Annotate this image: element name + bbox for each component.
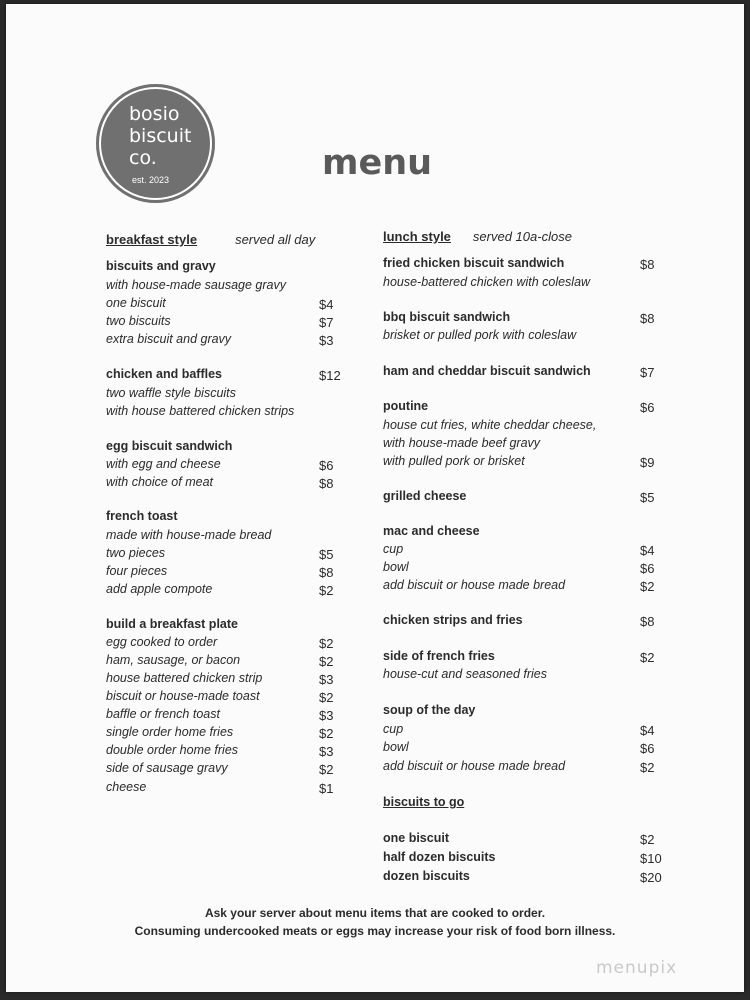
menu-item-price: $3 xyxy=(319,672,334,687)
menu-item-detail: single order home fries xyxy=(106,725,234,739)
menu-item-price: $2 xyxy=(319,583,334,598)
menu-item-detail: with house-made beef gravy xyxy=(383,436,541,450)
menu-item-title: dozen biscuits xyxy=(383,869,470,883)
menu-item-price: $4 xyxy=(319,297,334,312)
menu-item-price: $2 xyxy=(640,579,655,594)
menu-item-detail: house cut fries, white cheddar cheese, xyxy=(383,418,597,432)
menu-item-detail: double order home fries xyxy=(106,743,239,757)
menu-item-title: poutine xyxy=(383,399,429,413)
menu-item-detail: extra biscuit and gravy xyxy=(106,332,232,346)
menu-item-title: grilled cheese xyxy=(383,489,467,503)
menu-item-price: $9 xyxy=(640,455,655,470)
menu-item-price: $6 xyxy=(640,561,655,576)
menu-item-title: soup of the day xyxy=(383,703,476,717)
menu-item-price: $6 xyxy=(640,741,655,756)
menu-item-price: $8 xyxy=(640,257,655,272)
menu-item-detail: two waffle style biscuits xyxy=(106,386,236,400)
menu-item-title: chicken strips and fries xyxy=(383,613,523,627)
brand-logo xyxy=(96,84,215,203)
menu-item-detail: with choice of meat xyxy=(106,475,213,489)
menu-item-detail: house-battered chicken with coleslaw xyxy=(383,275,591,289)
menu-item-title: biscuits and gravy xyxy=(106,259,216,273)
menu-item-title: side of french fries xyxy=(383,649,495,663)
menu-item-price: $7 xyxy=(319,315,334,330)
menu-item-detail: house-cut and seasoned fries xyxy=(383,667,547,681)
breakfast-heading: breakfast style xyxy=(106,232,198,247)
menu-item-price: $4 xyxy=(640,543,655,558)
menu-item-detail: baffle or french toast xyxy=(106,707,220,721)
menu-item-detail: cheese xyxy=(106,780,147,794)
menu-item-detail: cup xyxy=(383,722,404,736)
menu-item-price: $2 xyxy=(319,636,334,651)
lunch-heading: lunch style xyxy=(383,229,451,244)
menu-item-title: chicken and baffles xyxy=(106,367,223,381)
menu-item-detail: add apple compote xyxy=(106,582,213,596)
menu-item-price: $5 xyxy=(319,547,334,562)
page-title: menu xyxy=(322,143,433,183)
menu-item-title: one biscuit xyxy=(383,831,449,845)
footer-note-2: Consuming undercooked meats or eggs may increase your risk of food born illness. xyxy=(134,924,616,938)
menu-item-price: $8 xyxy=(319,565,334,580)
menu-item-detail: bowl xyxy=(383,740,409,754)
menu-item-detail: side of sausage gravy xyxy=(106,761,228,775)
menu-item-price: $6 xyxy=(319,458,334,473)
logo-est: est. 2023 xyxy=(132,175,170,185)
menu-item-price: $10 xyxy=(640,851,662,866)
menu-item-price: $2 xyxy=(319,654,334,669)
logo-line-2: biscuit xyxy=(129,125,192,147)
menu-item-price: $2 xyxy=(640,832,655,847)
breakfast-header xyxy=(106,232,315,247)
menu-item-title: build a breakfast plate xyxy=(106,617,238,631)
menu-item-price: $3 xyxy=(319,744,334,759)
menu-item-detail: house battered chicken strip xyxy=(106,671,263,685)
menu-item-detail: made with house-made bread xyxy=(106,528,272,542)
menu-item-detail: two biscuits xyxy=(106,314,171,328)
watermark: menupix xyxy=(596,958,678,978)
menu-item-title: biscuits to go xyxy=(383,795,465,809)
menu-item-price: $2 xyxy=(640,650,655,665)
menu-item-detail: cup xyxy=(383,542,404,556)
menu-item-title: french toast xyxy=(106,509,178,523)
breakfast-note: served all day xyxy=(235,232,316,247)
menu-item-price: $4 xyxy=(640,723,655,738)
menu-item-price: $7 xyxy=(640,365,655,380)
menu-item-detail: with house battered chicken strips xyxy=(106,404,295,418)
menu-item-detail: brisket or pulled pork with coleslaw xyxy=(383,328,577,342)
menu-item-price: $2 xyxy=(319,726,334,741)
logo-line-1: bosio xyxy=(129,103,180,125)
menu-item-price: $3 xyxy=(319,333,334,348)
menu-item-detail: ham, sausage, or bacon xyxy=(106,653,241,667)
menu-item-title: bbq biscuit sandwich xyxy=(383,310,511,324)
menu-item-price: $2 xyxy=(319,690,334,705)
menu-item-price: $2 xyxy=(319,762,334,777)
logo-line-3: co. xyxy=(129,147,157,169)
menu-item-price: $3 xyxy=(319,708,334,723)
menu-item-detail: biscuit or house-made toast xyxy=(106,689,260,703)
menu-item-title: fried chicken biscuit sandwich xyxy=(383,256,565,270)
menu-item-price: $12 xyxy=(319,368,341,383)
menu-item-price: $1 xyxy=(319,781,334,796)
menu-item-detail: add biscuit or house made bread xyxy=(383,759,566,773)
lunch-header xyxy=(383,229,572,244)
menu-item-detail: with house-made sausage gravy xyxy=(106,278,286,292)
menu-item-price: $20 xyxy=(640,870,662,885)
menu-item-title: ham and cheddar biscuit sandwich xyxy=(383,364,591,378)
menu-item-price: $8 xyxy=(640,311,655,326)
footer-note-1: Ask your server about menu items that are cooked to order. xyxy=(204,906,546,920)
menu-item-detail: egg cooked to order xyxy=(106,635,218,649)
menu-item-price: $2 xyxy=(640,760,655,775)
menu-item-title: egg biscuit sandwich xyxy=(106,439,233,453)
menu-item-title: half dozen biscuits xyxy=(383,850,496,864)
menu-item-detail: with egg and cheese xyxy=(106,457,221,471)
menu-item-detail: one biscuit xyxy=(106,296,166,310)
menu-item-price: $5 xyxy=(640,490,655,505)
menu-item-detail: two pieces xyxy=(106,546,166,560)
menu-item-detail: add biscuit or house made bread xyxy=(383,578,566,592)
menu-item-price: $8 xyxy=(319,476,334,491)
menu-item-price: $8 xyxy=(640,614,655,629)
lunch-note: served 10a-close xyxy=(472,229,572,244)
menu-item-title: mac and cheese xyxy=(383,524,480,538)
menu-item-price: $6 xyxy=(640,400,655,415)
menu-item-detail: with pulled pork or brisket xyxy=(383,454,525,468)
menu-item-detail: bowl xyxy=(383,560,409,574)
menu-item-detail: four pieces xyxy=(106,564,168,578)
